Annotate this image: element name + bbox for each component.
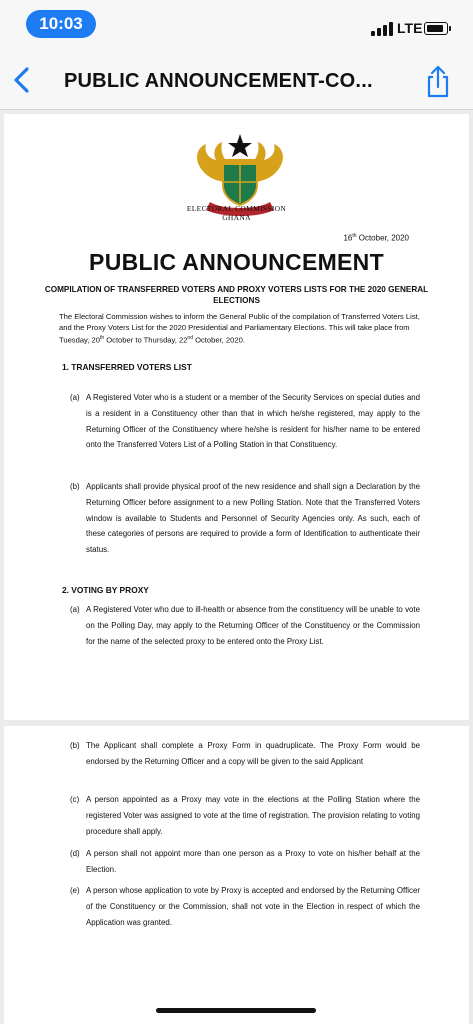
list-item-label: (d) xyxy=(70,849,80,858)
section-1-title: 1. TRANSFERRED VOTERS LIST xyxy=(62,362,192,372)
intro-text-c: October, 2020. xyxy=(192,335,245,345)
status-time[interactable]: 10:03 xyxy=(26,10,96,38)
section-2-title: 2. VOTING BY PROXY xyxy=(62,585,149,595)
list-item xyxy=(70,846,420,878)
list-item xyxy=(70,479,420,558)
list-item-label: (b) xyxy=(70,482,80,491)
intro-sup-1: th xyxy=(99,335,105,341)
list-item xyxy=(70,738,420,770)
list-item-label: (e) xyxy=(70,886,80,895)
back-button[interactable] xyxy=(8,62,38,98)
date-suffix: th xyxy=(352,233,357,239)
list-item-text: A person appointed as a Proxy may vote in the elections at the Polling Station where the registered Voter was assigned to vote at the time of registration. The provision relating to voting procedure shall apply. xyxy=(86,795,420,836)
document-page-1[interactable] xyxy=(4,114,469,720)
list-item-text: A person shall not appoint more than one person as a Proxy to vote on his/her behalf at the Election. xyxy=(86,849,420,874)
list-item-label: (b) xyxy=(70,741,80,750)
page-title: PUBLIC ANNOUNCEMENT xyxy=(89,249,384,275)
date-month-year: October, 2020 xyxy=(356,233,409,243)
issuer-name: ELECTORAL COMMISSION xyxy=(186,204,287,213)
list-item xyxy=(70,792,420,839)
list-item-text: The Applicant shall complete a Proxy Form in quadruplicate. The Proxy Form would be endorsed by the Returning Officer and a copy will be given to the said Applicant xyxy=(86,741,420,766)
intro-text-b: October to Thursday, 22 xyxy=(104,335,188,345)
list-item xyxy=(70,602,420,649)
network-type: LTE xyxy=(397,20,423,36)
date-day: 16 xyxy=(343,233,353,243)
announcement-date xyxy=(343,233,409,243)
issuer-country: GHANA xyxy=(222,213,251,222)
list-item-text: A Registered Voter who is a student or a member of the Security Services on special duties and is a resident in a Constituency other than that in which he/she registered, may apply to the Returning Officer of the Constituency where he/she is resident for his/her name to be entered onto the Transferred Voters List of a Polling Station in that Constituency. xyxy=(86,393,420,450)
intro-sup-2: nd xyxy=(187,335,193,341)
share-icon xyxy=(423,63,453,99)
navigation-bar xyxy=(0,50,473,110)
document-page-2[interactable] xyxy=(4,726,469,1024)
home-indicator[interactable] xyxy=(156,1008,316,1013)
intro-text-a: The Electoral Commission wishes to inform the General Public of the compilation of Transferred Voters List, and the Proxy Voters List for the 2020 Presidential and Parliamentary Elections. This will take place from Tuesday, 20 xyxy=(59,312,420,345)
list-item-text: A Registered Voter who due to ill-health or absence from the constituency will be unable to vote on the Polling Day, may apply to the Returning Officer of the Constituency or the Commission for the name of the selected proxy to be entered onto the Proxy List. xyxy=(86,605,420,646)
list-item-label: (a) xyxy=(70,393,80,402)
status-bar xyxy=(0,0,473,50)
list-item xyxy=(70,390,420,453)
document-title: PUBLIC ANNOUNCEMENT-CO... xyxy=(64,70,373,92)
signal-strength-icon xyxy=(371,22,393,36)
list-item xyxy=(70,883,420,930)
list-item-label: (c) xyxy=(70,795,80,804)
subheading: COMPILATION OF TRANSFERRED VOTERS AND PROXY VOTERS LISTS FOR THE 2020 GENERAL ELECTIONS xyxy=(44,285,429,305)
battery-icon xyxy=(424,22,448,35)
list-item-text: Applicants shall provide physical proof of the new residence and shall sign a Declaration by the Returning Officer before assignment to a new Polling Station. Note that the Transferred Voters window is available to Students and Personnel of Security Agencies only. As such, each of these categories of persons are required to provide a form of Identification to authenticate their status. xyxy=(86,482,420,555)
list-item-label: (a) xyxy=(70,605,80,614)
chevron-left-icon xyxy=(8,62,38,98)
intro-paragraph xyxy=(59,312,429,346)
list-item-text: A person whose application to vote by Proxy is accepted and endorsed by the Returning Officer of the Constituency or the Commission, shall not vote in the Election in respect of which the Application was granted. xyxy=(86,886,420,927)
share-button[interactable] xyxy=(423,63,453,99)
